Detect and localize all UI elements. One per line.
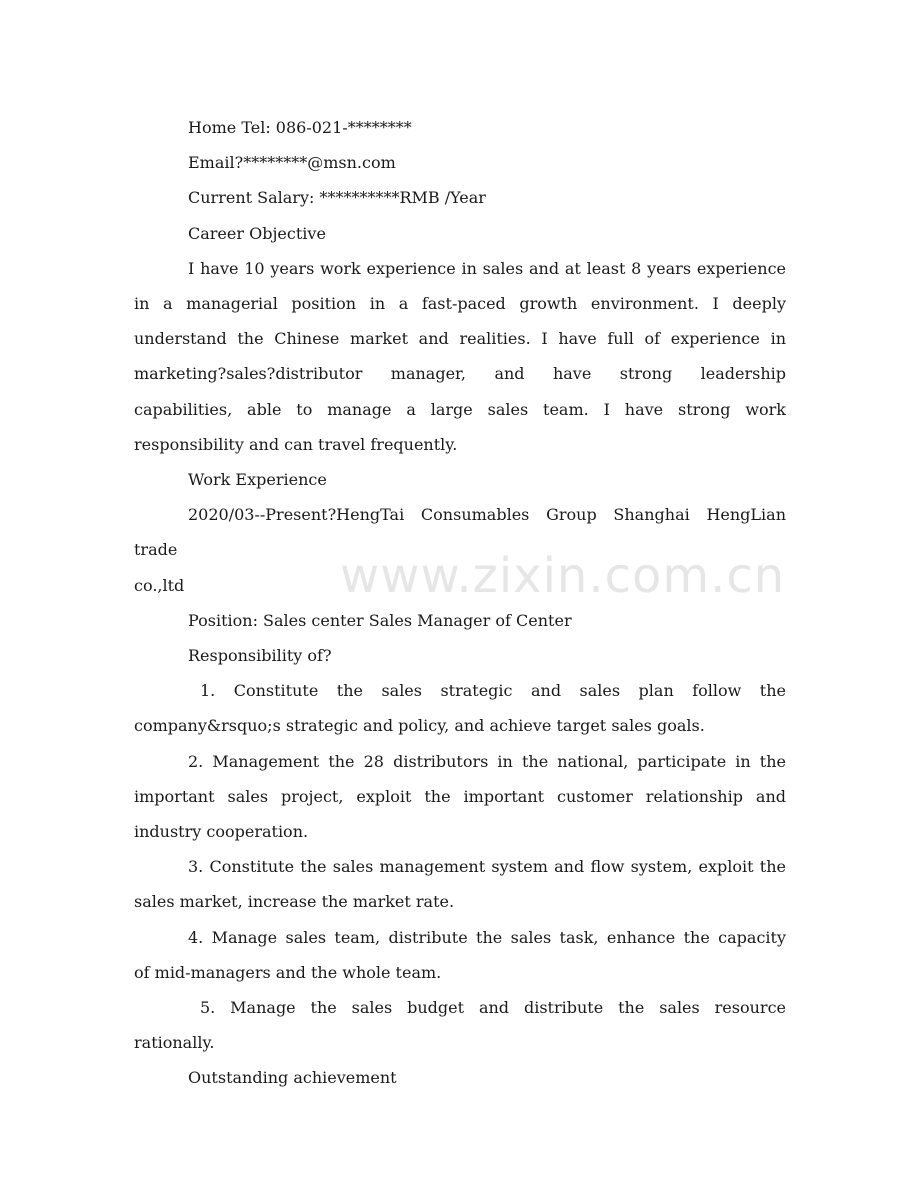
responsibility-line: 3. Constitute the sales management system and flow system, exploit the: [188, 857, 786, 877]
email-line: Email?********@msn.com: [188, 153, 396, 173]
position-line: Position: Sales center Sales Manager of Center: [188, 610, 572, 630]
job-line: 2020/03--Present?HengTai Consumables Group Shanghai HengLian trade: [134, 505, 786, 560]
objective-line: understand the Chinese market and realities. I have full of experience in: [134, 329, 786, 349]
responsibility-heading: Responsibility of?: [188, 646, 332, 666]
objective-line: in a managerial position in a fast-paced growth environment. I deeply: [134, 294, 786, 314]
career-objective-heading: Career Objective: [188, 223, 326, 243]
responsibility-line: of mid-managers and the whole team.: [134, 962, 442, 982]
responsibility-line: important sales project, exploit the important customer relationship and: [134, 786, 786, 806]
responsibility-line: company&rsquo;s strategic and policy, and achieve target sales goals.: [134, 716, 705, 736]
objective-line: capabilities, able to manage a large sales team. I have strong work: [134, 399, 786, 419]
responsibility-line: 4. Manage sales team, distribute the sales task, enhance the capacity: [188, 927, 786, 947]
objective-line: marketing?sales?distributor manager, and have strong leadership: [134, 364, 786, 384]
job-line: co.,ltd: [134, 575, 185, 595]
responsibility-line: sales market, increase the market rate.: [134, 892, 455, 912]
responsibility-line: 2. Management the 28 distributors in the national, participate in the: [188, 751, 786, 771]
responsibility-line: 5. Manage the sales budget and distribute the sales resource: [200, 998, 786, 1018]
work-experience-heading: Work Experience: [188, 470, 327, 490]
outstanding-achievement-heading: Outstanding achievement: [188, 1068, 397, 1088]
responsibility-line: rationally.: [134, 1033, 215, 1053]
responsibility-line: industry cooperation.: [134, 822, 309, 842]
responsibility-line: 1. Constitute the sales strategic and sales plan follow the: [200, 681, 786, 701]
salary-line: Current Salary: **********RMB /Year: [188, 188, 486, 208]
document-body: [134, 110, 786, 1096]
objective-line: I have 10 years work experience in sales and at least 8 years experience: [188, 258, 786, 278]
home-tel-line: Home Tel: 086-021-********: [188, 118, 412, 137]
objective-line: responsibility and can travel frequently.: [134, 434, 458, 454]
watermark: www.zixin.com.cn: [340, 548, 786, 604]
